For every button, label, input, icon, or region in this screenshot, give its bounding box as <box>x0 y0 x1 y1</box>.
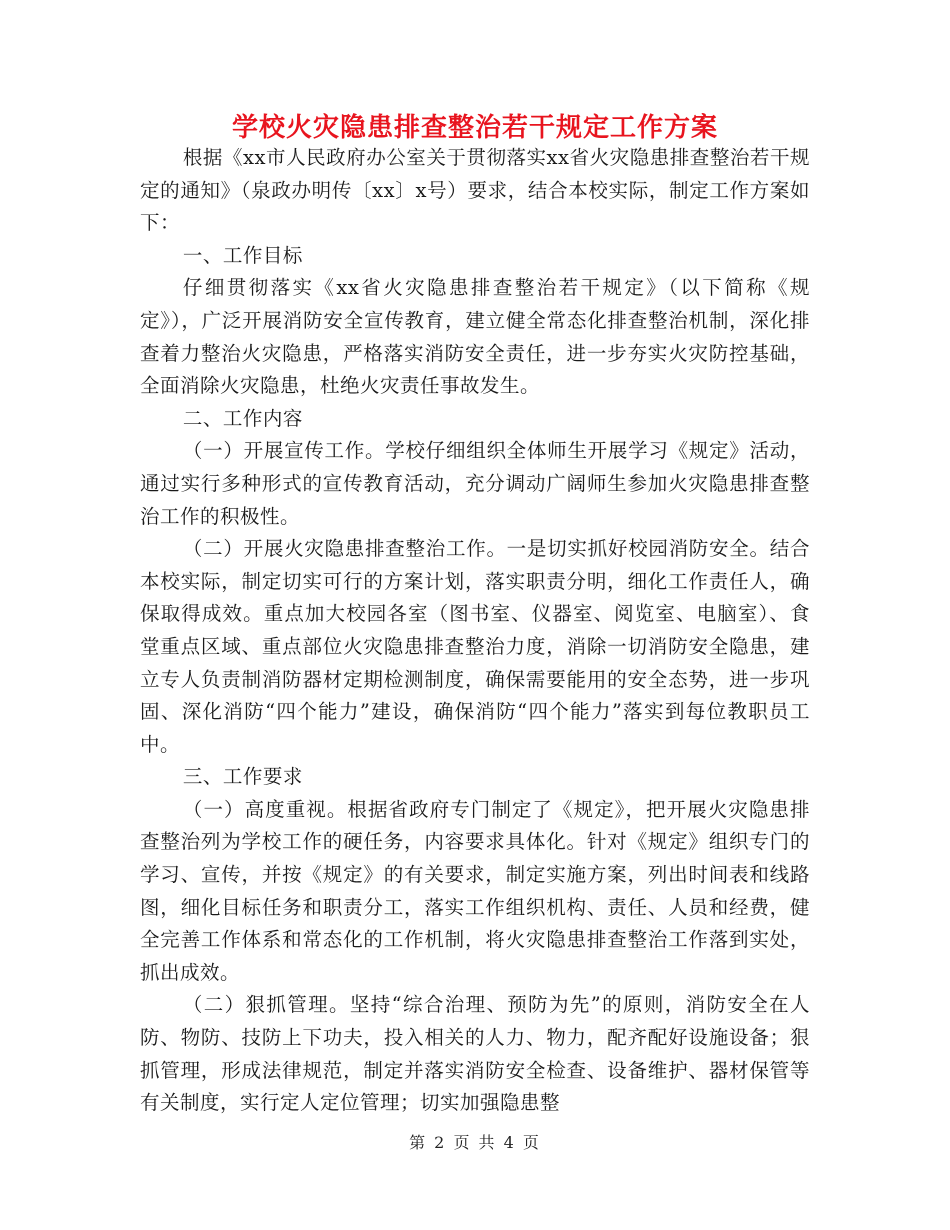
document-title: 学校火灾隐患排查整治若干规定工作方案 <box>231 113 718 143</box>
requirements-paragraph-2: （二）狠抓管理。坚持“综合治理、预防为先”的原则，消防安全在人防、物防、技防上下功夫，投入相关的人力、物力，配齐配好设施设备；狠抓管理，形成法律规范，制定并落实消防安全检查、设备维护、器材保管等有关制度，实行定人定位管理；切实加强隐患整 <box>140 993 810 1115</box>
goals-paragraph: 仔细贯彻落实《xx省火灾隐患排查整治若干规定》（以下简称《规定》），广泛开展消防安全宣传教育，建立健全常态化排查整治机制，深化排查着力整治火灾隐患，严格落实消防安全责任，进一步夯实火灾防控基础，全面消除火灾隐患，杜绝火灾责任事故发生。 <box>140 276 810 398</box>
requirements-paragraph-1: （一）高度重视。根据省政府专门制定了《规定》，把开展火灾隐患排查整治列为学校工作的硬任务，内容要求具体化。针对《规定》组织专门的学习、宣传，并按《规定》的有关要求，制定实施方案，列出时间表和线路图，细化目标任务和职责分工，落实工作组织机构、责任、人员和经费，健全完善工作体系和常态化的工作机制，将火灾隐患排查整治工作落到实处，抓出成效。 <box>140 797 810 984</box>
page-number-footer: 第 2 页 共 4 页 <box>409 1133 541 1152</box>
intro-paragraph: 根据《xx市人民政府办公室关于贯彻落实xx省火灾隐患排查整治若干规定的通知》（泉政办明传〔xx〕x号）要求，结合本校实际，制定工作方案如下： <box>140 146 810 235</box>
section-heading-requirements: 三、工作要求 <box>182 765 303 789</box>
content-paragraph-2: （二）开展火灾隐患排查整治工作。一是切实抓好校园消防安全。结合本校实际，制定切实可行的方案计划，落实职责分明，细化工作责任人，确保取得成效。重点加大校园各室（图书室、仪器室、阅览室、电脑室）、食堂重点区域、重点部位火灾隐患排查整治力度，消除一切消防安全隐患，建立专人负责制消防器材定期检测制度，确保需要能用的安全态势，进一步巩固、深化消防“四个能力”建设，确保消防“四个能力”落实到每位教职员工中。 <box>140 537 810 756</box>
section-heading-content: 二、工作内容 <box>182 406 303 430</box>
document-body <box>140 142 810 1120</box>
content-paragraph-1: （一）开展宣传工作。学校仔细组织全体师生开展学习《规定》活动，通过实行多种形式的宣传教育活动，充分调动广阔师生参加火灾隐患排查整治工作的积极性。 <box>140 439 810 528</box>
section-heading-goals: 一、工作目标 <box>182 243 303 267</box>
